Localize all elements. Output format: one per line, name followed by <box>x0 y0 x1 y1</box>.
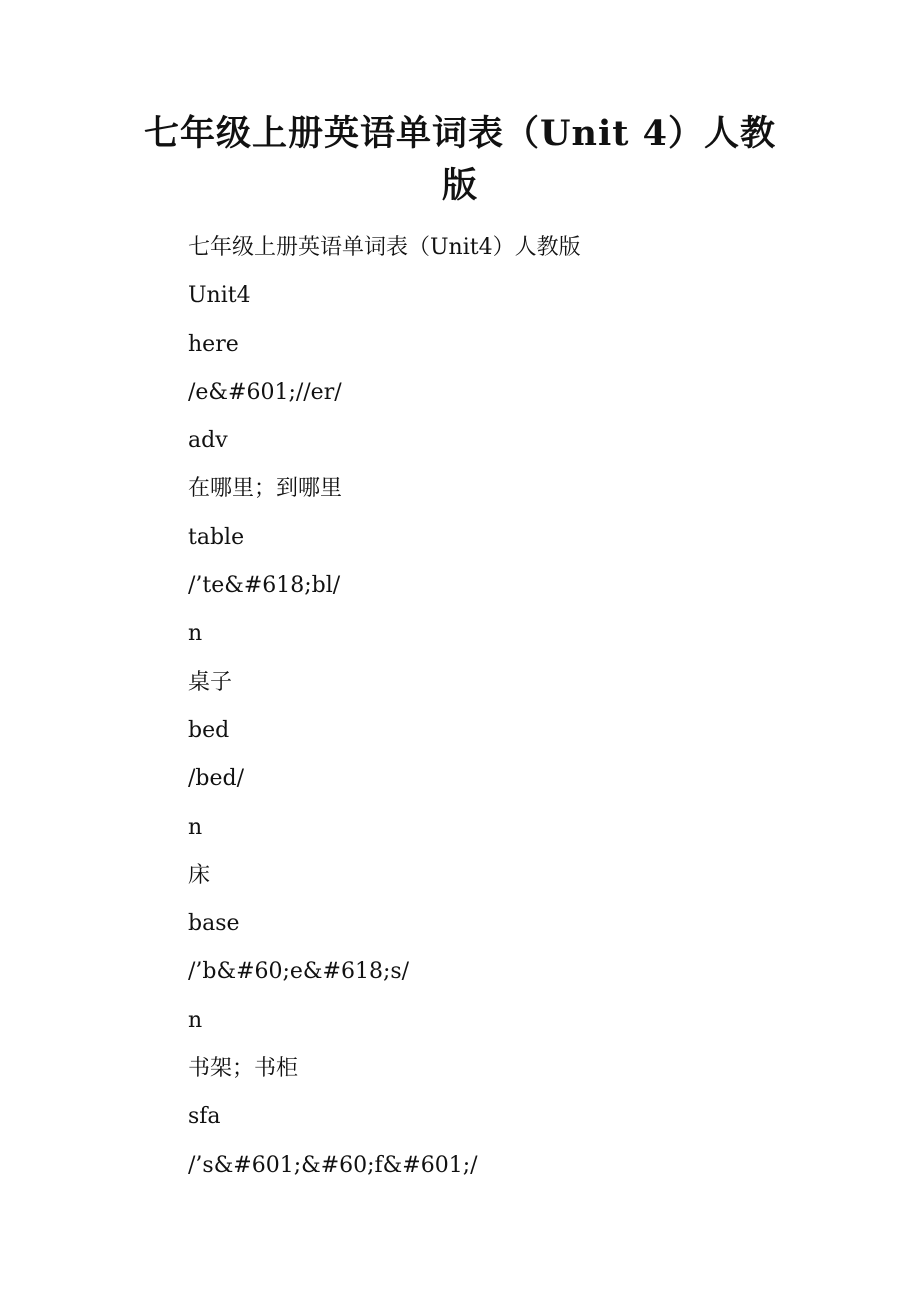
text-line: 在哪里；到哪里 <box>188 476 343 502</box>
text-line: n <box>188 621 203 647</box>
text-line: bed <box>188 717 230 743</box>
text-line: base <box>188 911 240 937</box>
text-line: n <box>188 1007 203 1033</box>
text-line: Unit4 <box>188 283 251 309</box>
text-line: here <box>188 331 239 357</box>
text-line: 七年级上册英语单词表（Unit4）人教版 <box>188 235 581 260</box>
text-line: 床 <box>188 862 211 888</box>
text-line: sfa <box>188 1104 221 1130</box>
text-line: table <box>188 524 245 550</box>
text-line: /e&#601;//er/ <box>188 379 342 405</box>
text-line: /’b&#60;e&#618;s/ <box>188 959 410 985</box>
text-line: 书架；书柜 <box>188 1056 299 1082</box>
document-title: 七年级上册英语单词表（Unit 4）人教版 <box>144 113 776 206</box>
text-line: /’te&#618;bl/ <box>188 573 341 599</box>
text-line: 桌子 <box>188 669 233 695</box>
text-line: adv <box>188 428 228 454</box>
text-line: /’s&#601;&#60;f&#601;/ <box>188 1152 478 1178</box>
text-line: n <box>188 814 203 840</box>
word-list <box>188 230 581 1196</box>
text-line: /bed/ <box>188 766 245 792</box>
